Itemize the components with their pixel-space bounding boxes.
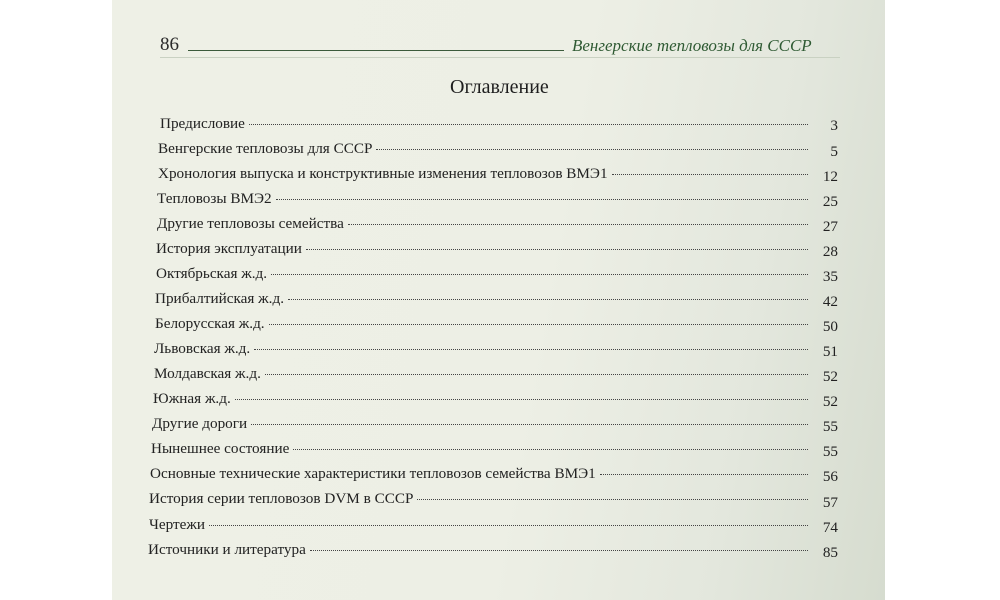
toc-entry-label: Чертежи — [149, 516, 206, 533]
toc-leader-dots — [293, 448, 808, 450]
toc-entry-page: 52 — [822, 393, 838, 410]
toc-entry — [158, 140, 812, 160]
toc-leader-dots — [249, 123, 808, 125]
toc-entry — [149, 516, 812, 536]
toc-leader-dots — [265, 373, 808, 375]
toc-entry-page: 55 — [822, 443, 838, 460]
toc-entry — [154, 365, 812, 385]
toc-leader-dots — [417, 498, 808, 500]
toc-entry — [155, 315, 812, 335]
header-underline — [160, 57, 840, 58]
toc-entry-label: Предисловие — [160, 115, 245, 132]
toc-entry-page: 56 — [822, 468, 838, 485]
toc-entry-page: 52 — [822, 368, 838, 385]
toc-entry — [152, 415, 812, 435]
toc-entry-page: 3 — [830, 117, 838, 134]
toc-entry — [149, 490, 812, 510]
toc-entry-page: 27 — [822, 218, 838, 235]
toc-entry-page: 85 — [822, 544, 838, 561]
running-title: Венгерские тепловозы для СССР — [572, 36, 812, 55]
toc-entry — [160, 115, 812, 135]
toc-entry-page: 50 — [822, 318, 838, 335]
toc-entry-label: Прибалтийская ж.д. — [155, 290, 284, 307]
toc-entry-label: Тепловозы ВМЭ2 — [157, 190, 272, 207]
toc-entry — [157, 190, 812, 210]
toc-entry — [156, 240, 812, 260]
toc-entry-label: Львовская ж.д. — [154, 340, 251, 357]
toc-entry — [157, 215, 812, 235]
toc-entry — [150, 465, 812, 485]
toc-entry — [154, 340, 812, 360]
toc-entry-label: Молдавская ж.д. — [154, 365, 261, 382]
toc-entry-label: Основные технические характеристики тепловозов семейства ВМЭ1 — [150, 465, 596, 482]
toc-entry — [151, 440, 812, 460]
toc-entry-label: Южная ж.д. — [153, 390, 231, 407]
toc-leader-dots — [235, 398, 808, 400]
page-number: 86 — [160, 34, 179, 55]
toc-leader-dots — [269, 323, 808, 325]
toc-entry-label: Другие тепловозы семейства — [157, 215, 344, 232]
toc-entry-page: 28 — [822, 243, 838, 260]
toc-entry-page: 57 — [822, 494, 838, 511]
toc-leader-dots — [288, 298, 808, 300]
toc-entry-page: 55 — [822, 418, 838, 435]
toc-entry-label: Нынешнее состояние — [151, 440, 290, 457]
toc-leader-dots — [600, 473, 808, 475]
book-page — [112, 0, 885, 600]
toc-entry-page: 42 — [822, 293, 838, 310]
toc-entry-page: 5 — [830, 143, 838, 160]
toc-leader-dots — [271, 273, 808, 275]
toc-leader-dots — [254, 348, 808, 350]
toc-entry-page: 25 — [822, 193, 838, 210]
toc-entry-page: 51 — [822, 343, 838, 360]
toc-entry-label: История серии тепловозов DVM в СССР — [149, 490, 414, 507]
toc-leader-dots — [276, 198, 808, 200]
toc-entry — [158, 165, 812, 185]
toc-leader-dots — [310, 549, 808, 551]
toc-entry-page: 35 — [822, 268, 838, 285]
toc-entry-label: Октябрьская ж.д. — [156, 265, 268, 282]
toc-leader-dots — [209, 524, 808, 526]
toc-entry — [153, 390, 812, 410]
header-rule — [188, 50, 564, 51]
toc-entry-label: Хронология выпуска и конструктивные изменения тепловозов ВМЭ1 — [158, 165, 608, 182]
toc-title: Оглавление — [450, 76, 549, 98]
toc-leader-dots — [251, 423, 808, 425]
toc-leader-dots — [376, 148, 808, 150]
toc-entry — [155, 290, 812, 310]
toc-entry-label: История эксплуатации — [156, 240, 302, 257]
toc-entry-label: Венгерские тепловозы для СССР — [158, 140, 373, 157]
toc-entry-label: Другие дороги — [152, 415, 248, 432]
toc-entry-page: 74 — [822, 519, 838, 536]
toc-entry — [156, 265, 812, 285]
toc-entry — [148, 541, 812, 561]
toc-leader-dots — [348, 223, 808, 225]
toc-entry-page: 12 — [822, 168, 838, 185]
toc-leader-dots — [612, 173, 808, 175]
toc-entry-label: Источники и литература — [148, 541, 306, 558]
toc-entry-label: Белорусская ж.д. — [155, 315, 265, 332]
toc-leader-dots — [306, 248, 808, 250]
